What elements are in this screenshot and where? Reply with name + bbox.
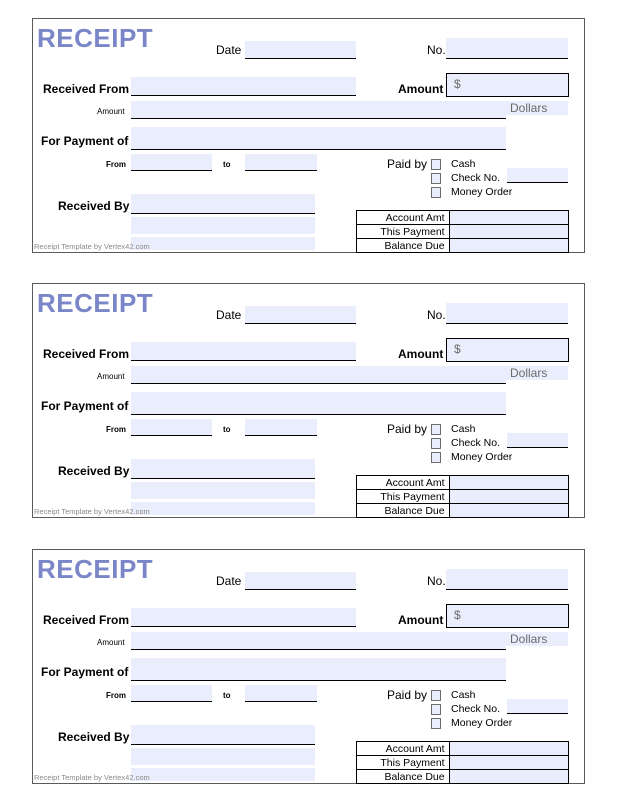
table-row xyxy=(357,211,569,225)
received-by-field[interactable] xyxy=(131,459,315,479)
check-option: Check No. xyxy=(451,172,501,184)
account-amt-field[interactable] xyxy=(449,742,568,756)
table-row xyxy=(357,756,569,770)
received-by-label: Received By xyxy=(58,464,130,478)
received-from-label: Received From xyxy=(43,82,130,96)
amount-words-label: Amount xyxy=(97,372,125,381)
dollar-sign: $ xyxy=(454,342,461,356)
cash-option: Cash xyxy=(451,423,476,435)
amount-field[interactable] xyxy=(446,338,569,362)
amount-words-field[interactable] xyxy=(131,632,506,650)
dollar-sign: $ xyxy=(454,608,461,622)
to-date-field[interactable] xyxy=(245,419,317,436)
to-label: to xyxy=(223,691,231,700)
dollar-sign: $ xyxy=(454,77,461,91)
balance-due-field[interactable] xyxy=(449,239,568,253)
receipt-form xyxy=(32,283,585,518)
balance-due-field[interactable] xyxy=(449,504,568,518)
received-by-line-2[interactable] xyxy=(131,748,315,765)
received-by-label: Received By xyxy=(58,730,130,744)
to-date-field[interactable] xyxy=(245,685,317,702)
received-by-field[interactable] xyxy=(131,725,315,745)
dollars-label: Dollars xyxy=(506,366,568,380)
receipt-number-field[interactable] xyxy=(446,38,568,59)
this-payment-label: This Payment xyxy=(357,490,450,504)
for-payment-label: For Payment of xyxy=(41,134,129,148)
this-payment-field[interactable] xyxy=(449,490,568,504)
table-row xyxy=(357,476,569,490)
check-number-field[interactable] xyxy=(507,168,568,183)
date-label: Date xyxy=(216,308,242,322)
receipt-number-field[interactable] xyxy=(446,303,568,324)
receipt-form xyxy=(32,549,585,784)
money-order-checkbox[interactable] xyxy=(431,187,441,198)
received-from-field[interactable] xyxy=(131,342,356,361)
for-payment-field[interactable] xyxy=(131,127,506,150)
for-payment-field[interactable] xyxy=(131,392,506,415)
received-from-label: Received From xyxy=(43,613,130,627)
money-order-option: Money Order xyxy=(451,717,513,729)
footer-credit: Receipt Template by Vertex42.com xyxy=(34,773,150,782)
for-payment-label: For Payment of xyxy=(41,399,129,413)
account-amt-label: Account Amt xyxy=(357,211,450,225)
account-amt-label: Account Amt xyxy=(357,476,450,490)
table-row xyxy=(357,504,569,518)
footer-credit: Receipt Template by Vertex42.com xyxy=(34,507,150,516)
amount-field[interactable] xyxy=(446,604,569,628)
this-payment-field[interactable] xyxy=(449,756,568,770)
account-table xyxy=(356,210,569,253)
date-field[interactable] xyxy=(245,572,356,590)
account-table xyxy=(356,741,569,784)
for-payment-field[interactable] xyxy=(131,658,506,681)
receipt-form xyxy=(32,18,585,253)
paid-by-label: Paid by xyxy=(387,422,428,436)
to-label: to xyxy=(223,160,231,169)
cash-option: Cash xyxy=(451,158,476,170)
this-payment-field[interactable] xyxy=(449,225,568,239)
received-by-line-2[interactable] xyxy=(131,217,315,234)
amount-words-label: Amount xyxy=(97,107,125,116)
account-amt-label: Account Amt xyxy=(357,742,450,756)
table-row xyxy=(357,770,569,784)
money-order-option: Money Order xyxy=(451,186,513,198)
receipt-number-label: No. xyxy=(427,43,446,57)
date-field[interactable] xyxy=(245,306,356,324)
from-date-field[interactable] xyxy=(131,685,212,702)
check-checkbox[interactable] xyxy=(431,438,441,449)
check-option: Check No. xyxy=(451,437,501,449)
account-table xyxy=(356,475,569,518)
from-label: From xyxy=(106,425,126,434)
date-field[interactable] xyxy=(245,41,356,59)
check-checkbox[interactable] xyxy=(431,704,441,715)
amount-words-field[interactable] xyxy=(131,366,506,384)
balance-due-field[interactable] xyxy=(449,770,568,784)
cash-option: Cash xyxy=(451,689,476,701)
received-from-field[interactable] xyxy=(131,77,356,96)
cash-checkbox[interactable] xyxy=(431,159,441,170)
amount-words-field[interactable] xyxy=(131,101,506,119)
paid-by-label: Paid by xyxy=(387,157,428,171)
dollars-label: Dollars xyxy=(506,101,568,115)
receipt-number-label: No. xyxy=(427,308,446,322)
received-by-line-3[interactable] xyxy=(131,768,315,781)
account-amt-field[interactable] xyxy=(449,476,568,490)
amount-label: Amount xyxy=(398,82,444,96)
received-by-field[interactable] xyxy=(131,194,315,214)
this-payment-label: This Payment xyxy=(357,225,450,239)
received-by-line-3[interactable] xyxy=(131,502,315,515)
amount-field[interactable] xyxy=(446,73,569,97)
from-date-field[interactable] xyxy=(131,419,212,436)
to-label: to xyxy=(223,425,231,434)
check-option: Check No. xyxy=(451,703,501,715)
money-order-checkbox[interactable] xyxy=(431,452,441,463)
footer-credit: Receipt Template by Vertex42.com xyxy=(34,242,150,251)
table-row xyxy=(357,742,569,756)
table-row xyxy=(357,225,569,239)
received-from-field[interactable] xyxy=(131,608,356,627)
received-by-line-3[interactable] xyxy=(131,237,315,250)
cash-checkbox[interactable] xyxy=(431,424,441,435)
table-row xyxy=(357,490,569,504)
this-payment-label: This Payment xyxy=(357,756,450,770)
balance-due-label: Balance Due xyxy=(357,239,450,253)
check-number-field[interactable] xyxy=(507,699,568,714)
received-by-line-2[interactable] xyxy=(131,482,315,499)
amount-label: Amount xyxy=(398,347,444,361)
from-date-field[interactable] xyxy=(131,154,212,171)
receipt-title: RECEIPT xyxy=(37,554,154,584)
date-label: Date xyxy=(216,43,242,57)
receipt-number-field[interactable] xyxy=(446,569,568,590)
balance-due-label: Balance Due xyxy=(357,770,450,784)
received-from-label: Received From xyxy=(43,347,130,361)
for-payment-label: For Payment of xyxy=(41,665,129,679)
table-row xyxy=(357,239,569,253)
from-label: From xyxy=(106,691,126,700)
from-label: From xyxy=(106,160,126,169)
check-checkbox[interactable] xyxy=(431,173,441,184)
amount-label: Amount xyxy=(398,613,444,627)
dollars-label: Dollars xyxy=(506,632,568,646)
cash-checkbox[interactable] xyxy=(431,690,441,701)
receipt-title: RECEIPT xyxy=(37,23,154,53)
balance-due-label: Balance Due xyxy=(357,504,450,518)
receipt-title: RECEIPT xyxy=(37,288,154,318)
paid-by-label: Paid by xyxy=(387,688,428,702)
received-by-label: Received By xyxy=(58,199,130,213)
receipt-number-label: No. xyxy=(427,574,446,588)
money-order-checkbox[interactable] xyxy=(431,718,441,729)
amount-words-label: Amount xyxy=(97,638,125,647)
account-amt-field[interactable] xyxy=(449,211,568,225)
check-number-field[interactable] xyxy=(507,433,568,448)
money-order-option: Money Order xyxy=(451,451,513,463)
to-date-field[interactable] xyxy=(245,154,317,171)
date-label: Date xyxy=(216,574,242,588)
